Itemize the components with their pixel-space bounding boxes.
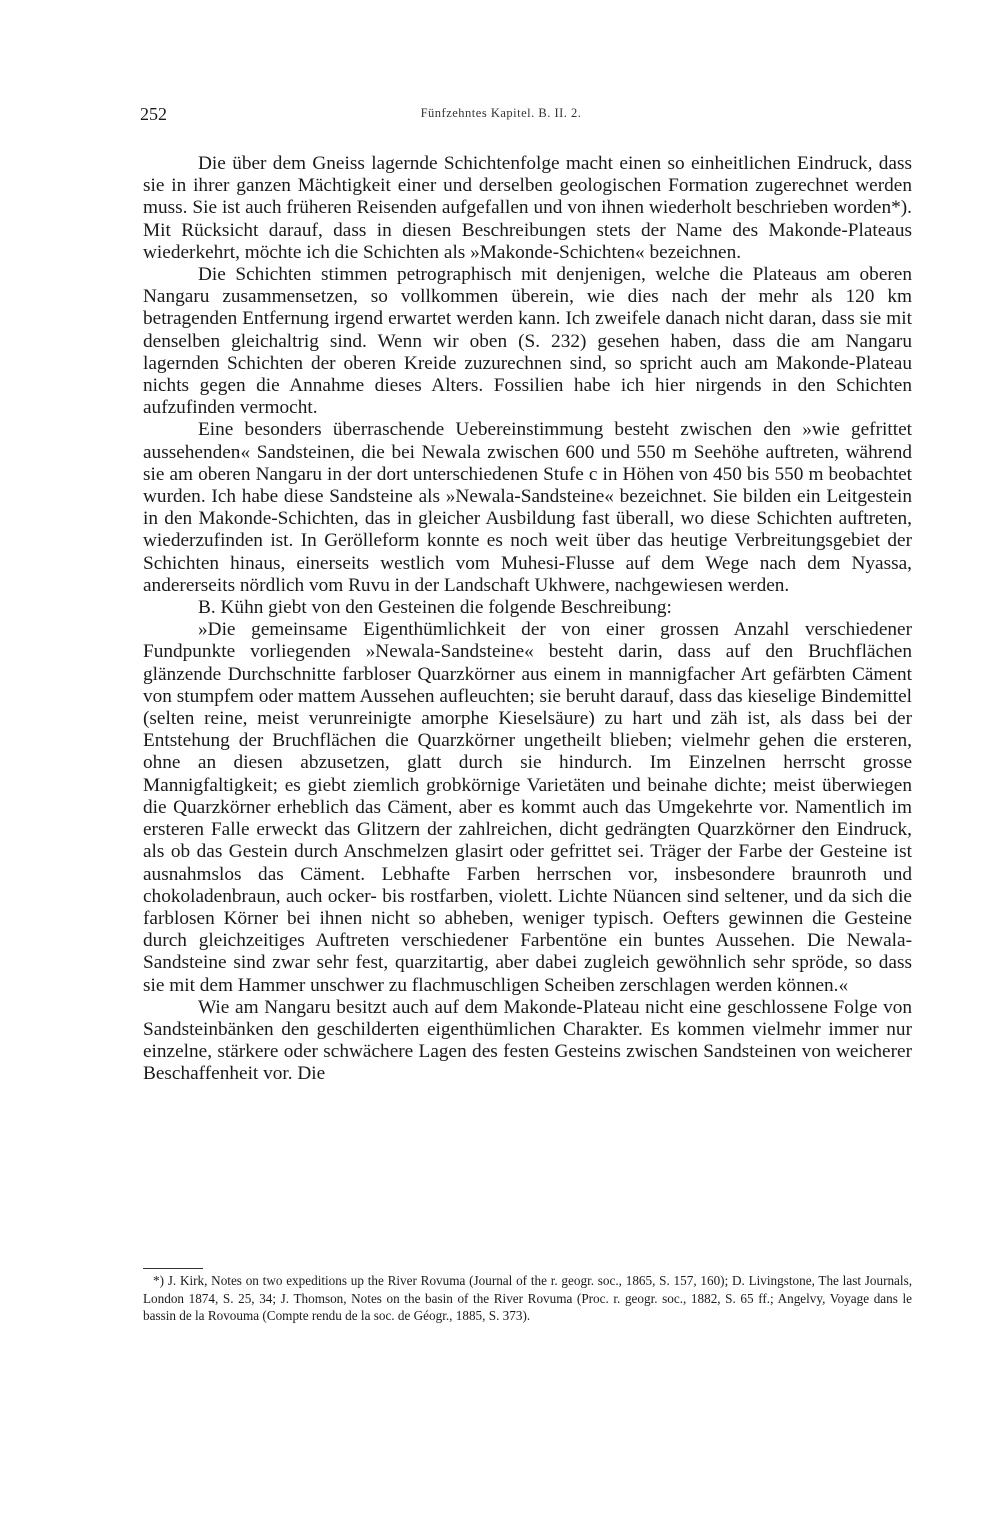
page-number: 252 [140, 104, 167, 124]
paragraph-newala-sandsteine: Eine besonders überraschende Uebereinstimmung besteht zwischen den »wie gefrittet aussehenden« Sandsteinen, die bei Newala zwischen 600 und 550 m Seehöhe auftreten, während sie am oberen Nangaru in der dort unterschiedenen Stufe c in Höhen von 450 bis 550 m beobachtet wurden. Ich habe diese Sandsteine als »Newala-Sandsteine« bezeichnet. Sie bilden ein Leitgestein in den Makonde-Schichten, das in gleicher Ausbildung fast überall, wo diese Schichten auftreten, wiederzufinden ist. In Gerölleform konnte es noch weit über das heutige Verbreitungsgebiet der Schichten hinaus, einerseits westlich vom Muhesi-Flusse auf dem Wege nach dem Nyassa, andererseits nördlich vom Ruvu in der Landschaft Ukhwere, nachgewiesen werden. [143, 419, 912, 596]
paragraph-kuehn-description: »Die gemeinsame Eigenthümlichkeit der von einer grossen Anzahl verschiedener Fundpunkte vorliegenden »Newala-Sandsteine« besteht darin, dass auf den Bruchflächen glänzende Durchschnitte farbloser Quarzkörner aus einem in mannigfacher Art gefärbten Cäment von stumpfem oder mattem Aussehen aufleuchten; sie beruht darauf, dass das kieselige Bindemittel (selten reine, meist verunreinigte amorphe Kieselsäure) zu hart und zäh ist, als dass bei der Entstehung der Bruchflächen die Quarzkörner ungetheilt blieben; vielmehr gehen die ersteren, ohne an diesen abzusetzen, glatt durch sie hindurch. Im Einzelnen herrscht grosse Mannigfaltigkeit; es giebt ziemlich grobkörnige Varietäten und beinahe dichte; meist überwiegen die Quarzkörner erheblich das Cäment, aber es kommt auch das Umgekehrte vor. Namentlich im ersteren Falle erweckt das Glitzern der zahlreichen, dicht gedrängten Quarzkörner den Eindruck, als ob das Gestein durch Anschmelzen glasirt oder gefrittet sei. Träger der Farbe der Gesteine ist ausnahmslos das Cäment. Lebhafte Farben herrschen vor, insbesondere braunroth und chokoladenbraun, auch ocker- bis rostfarben, violett. Lichte Nüancen sind seltener, und da sich die farblosen Körner bei ihnen nicht so abheben, weniger typisch. Oefters gewinnen die Gesteine durch gleichzeitiges Auftreten verschiedener Farbentöne ein buntes Aussehen. Die Newala-Sandsteine sind zwar sehr fest, quarzitartig, aber dabei zugleich gewöhnlich sehr spröde, so dass sie mit dem Hammer unschwer zu flachmuschligen Scheiben zerschlagen werden können.« [143, 619, 912, 996]
body-text [143, 153, 912, 1086]
footnote: *) J. Kirk, Notes on two expeditions up the River Rovuma (Journal of the r. geogr. soc., 1865, S. 157, 160); D. Livingstone, The last Journals, London 1874, S. 25, 34; J. Thomson, Notes on the basin of the River Rovuma (Proc. r. geogr. soc., 1882, S. 65 ff.; Angelvy, Voyage dans le bassin de la Rovouma (Compte rendu de la soc. de Géogr., 1885, S. 373). [143, 1273, 912, 1323]
paragraph-sandstone-layers: Wie am Nangaru besitzt auch auf dem Makonde-Plateau nicht eine geschlossene Folge von Sandsteinbänken den geschilderten eigenthümlichen Charakter. Es kommen vielmehr immer nur einzelne, stärkere oder schwächere Lagen des festen Gesteins zwischen Sandsteinen von weicherer Beschaffenheit vor. Die [143, 996, 912, 1085]
page-header [140, 104, 862, 128]
paragraph-makonde-schichten: Die über dem Gneiss lagernde Schichtenfolge macht einen so einheitlichen Eindruck, dass sie in ihrer ganzen Mächtigkeit einer und derselben geologischen Formation zugerechnet werden muss. Sie ist auch früheren Reisenden aufgefallen und von ihnen wiederholt beschrieben worden*). Mit Rücksicht darauf, dass in diesen Beschreibungen stets der Name des Makonde-Plateaus wiederkehrt, möchte ich die Schichten als »Makonde-Schichten« bezeichnen. [143, 153, 912, 263]
running-head: Fünfzehntes Kapitel. B. II. 2. [420, 106, 582, 120]
footnote-divider [143, 1268, 203, 1269]
paragraph-petrographic-comparison: Die Schichten stimmen petrographisch mit denjenigen, welche die Plateaus am oberen Nangaru zusammensetzen, so vollkommen überein, wie dies nach der mehr als 120 km betragenden Entfernung irgend erwartet werden kann. Ich zweifele danach nicht daran, dass sie mit denselben gleichaltrig sind. Wenn wir oben (S. 232) gesehen haben, dass die am Nangaru lagernden Schichten der oberen Kreide zuzurechnen sind, so spricht auch am Makonde-Plateau nichts gegen die Annahme dieses Alters. Fossilien habe ich hier nirgends in den Schichten aufzufinden vermocht. [143, 264, 912, 419]
paragraph-kuehn-intro: B. Kühn giebt von den Gesteinen die folgende Beschreibung: [198, 597, 672, 619]
